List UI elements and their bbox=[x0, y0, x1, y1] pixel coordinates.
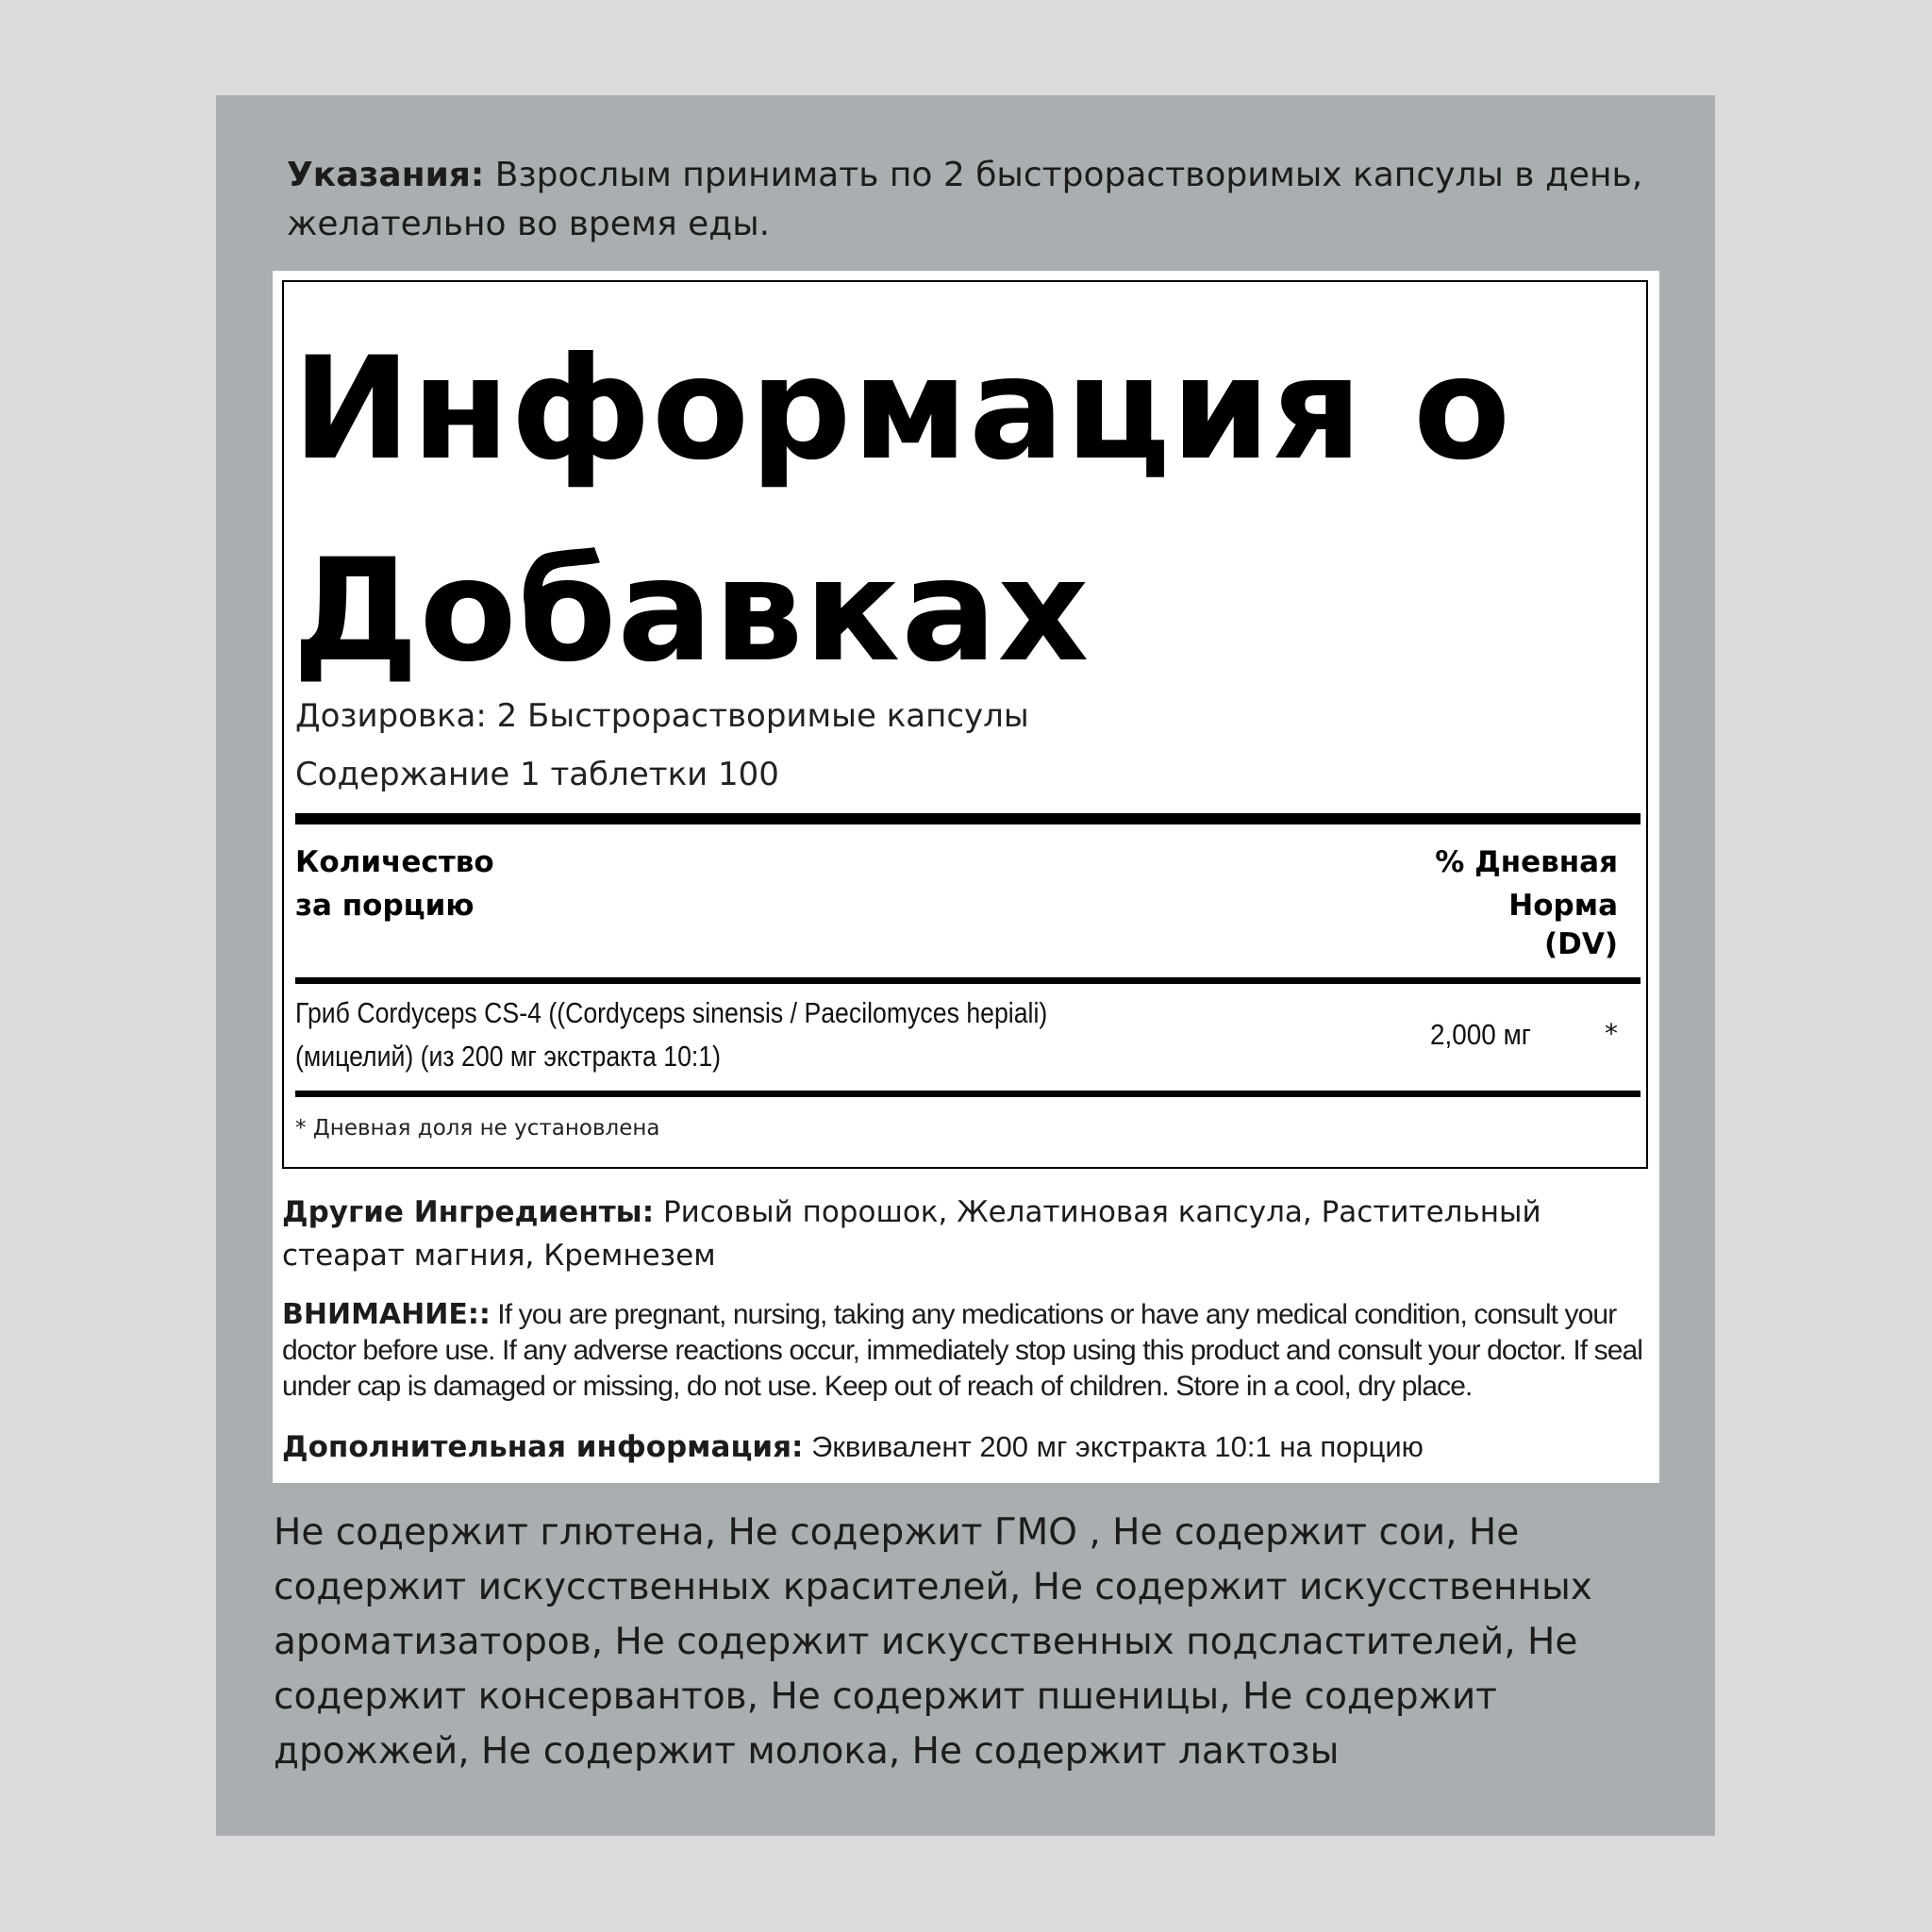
additional-info-label: Дополнительная информация: bbox=[282, 1430, 804, 1464]
serving-size: Дозировка: 2 Быстрорастворимые капсулы bbox=[295, 697, 1029, 735]
ingredient-name-line1: Гриб Cordyceps CS-4 ((Cordyceps sinensis / Paecilomyces hepiali) bbox=[295, 996, 1048, 1029]
other-ingredients bbox=[282, 1191, 1641, 1277]
header-left-line1: Количество bbox=[295, 845, 494, 879]
other-ingredients-label: Другие Ингредиенты: bbox=[282, 1195, 655, 1229]
servings-per-container: Содержание 1 таблетки 100 bbox=[295, 756, 779, 793]
header-right-line3: (DV) bbox=[1543, 927, 1618, 961]
supplement-facts-box bbox=[282, 280, 1648, 1169]
directions-label: Указания: bbox=[287, 156, 485, 194]
header-right-line2: Норма bbox=[1508, 889, 1618, 923]
ingredient-name-line2: (мицелий) (из 200 мг экстракта 10:1) bbox=[295, 1040, 722, 1073]
daily-value-header bbox=[1435, 841, 1618, 961]
ingredient-dv: * bbox=[1605, 1018, 1618, 1049]
bottom-divider bbox=[295, 1091, 1641, 1097]
additional-info bbox=[282, 1430, 1641, 1464]
warning-label: ВНИМАНИЕ:: bbox=[282, 1298, 491, 1331]
warning bbox=[282, 1297, 1650, 1405]
thick-divider bbox=[295, 813, 1641, 824]
ingredient-row bbox=[295, 991, 1144, 1078]
medium-divider bbox=[295, 977, 1641, 984]
warning-text: If you are pregnant, nursing, taking any medications or have any medical condition, consult your doctor before use. If any adverse reactions occur, immediately stop using this product and consult your doctor. If seal under cap is damaged or missing, do not use. Keep out of reach of children. Store in a cool, dry place. bbox=[282, 1299, 1643, 1402]
footnote: * Дневная доля не установлена bbox=[295, 1116, 660, 1141]
header-right-line1: % Дневная bbox=[1435, 845, 1618, 879]
amount-per-serving-header bbox=[295, 841, 494, 927]
other-ingredients-text: Рисовый порошок, Желатиновая капсула, Растительный стеарат магния, Кремнезем bbox=[282, 1195, 1541, 1273]
directions-text: Взрослым принимать по 2 быстрорастворимых капсулы в день, желательно во время еды. bbox=[287, 156, 1643, 243]
directions bbox=[287, 151, 1645, 249]
ingredient-amount: 2,000 мг bbox=[1430, 1018, 1531, 1051]
facts-title: Информация о Добавках bbox=[292, 327, 1512, 693]
free-from-statement: Не содержит глютена, Не содержит ГМО , Не содержит сои, Не содержит искусственных красителей, Не содержит искусственных ароматизаторов, Не содержит искусственных подсластителей, Не содержит консервантов, Не содержит пшеницы, Не содержит дрожжей, Не содержит молока, Не содержит лактозы bbox=[274, 1511, 1592, 1773]
header-left-line2: за порцию bbox=[295, 889, 475, 923]
additional-info-text: Эквивалент 200 мг экстракта 10:1 на порцию bbox=[803, 1430, 1424, 1463]
